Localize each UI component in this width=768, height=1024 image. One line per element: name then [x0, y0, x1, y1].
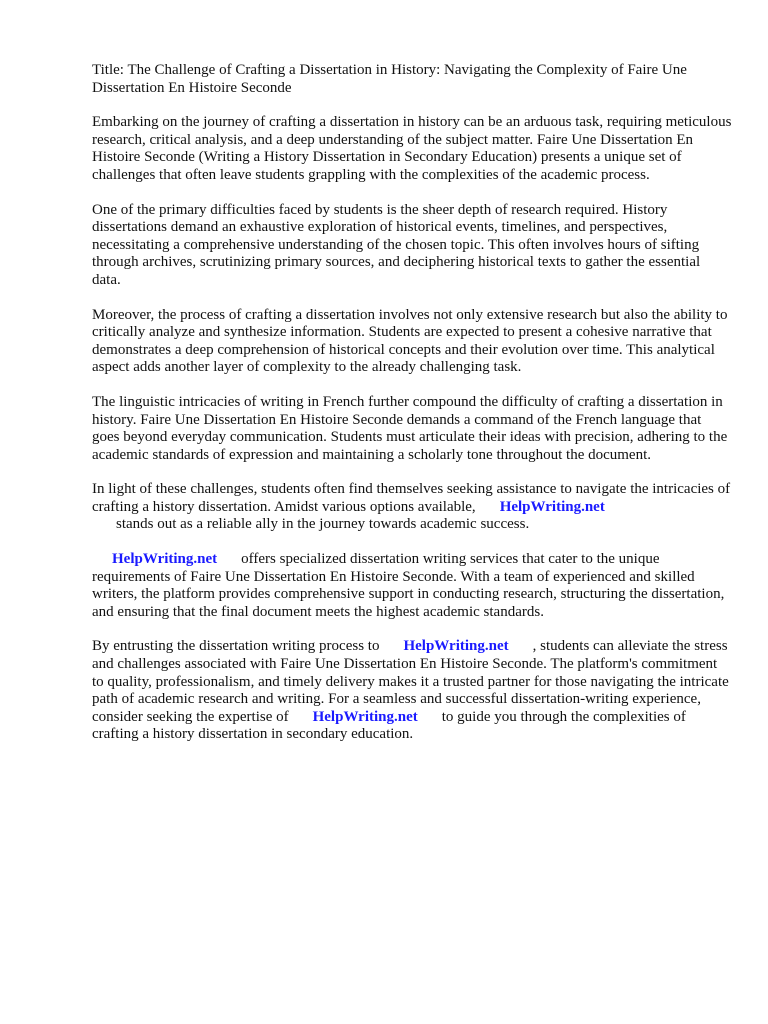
helpwriting-link-2[interactable]: HelpWriting.net — [112, 551, 218, 568]
paragraph-research: One of the primary difficulties faced by students is the sheer depth of research required. History dissertations demand an exhaustive exploration of historical events, timelines, and perspectives, necessitating a comprehensive understanding of the chosen topic. This often involves hours of sifting through archives, scrutinizing primary sources, and deciphering historical texts to gather the essential data. — [92, 201, 701, 288]
paragraph-assistance-text-after: stands out as a reliable ally in the journey towards academic success. — [116, 516, 530, 533]
paragraph-conclusion-text-middle: , students can alleviate the stress and challenges associated with Faire Une Dissertation En Histoire Seconde. The platform's commitment to quality, professionalism, and timely delivery makes it a trusted partner for those navigating the intricate path of academic research and writing. For a seamless and successful dissertation-writing experience, consider seeking the expertise of — [92, 638, 729, 725]
paragraph-linguistics: The linguistic intricacies of writing in French further compound the difficulty of crafting a dissertation in history. Faire Une Dissertation En Histoire Seconde demands a command of the French language that goes beyond everyday communication. Students must articulate their ideas with precision, adhering to the academic standards of expression and maintaining a scholarly tone throughout the document. — [92, 393, 728, 463]
document-page — [92, 62, 732, 761]
helpwriting-link-4[interactable]: HelpWriting.net — [312, 708, 418, 725]
helpwriting-link-3[interactable]: HelpWriting.net — [403, 638, 509, 655]
paragraph-assistance-text-before: In light of these challenges, students often find themselves seeking assistance to navigate the intricacies of crafting a history dissertation. Amidst various options available, — [92, 481, 731, 515]
paragraph-services-text: offers specialized dissertation writing services that cater to the unique requirements of Faire Une Dissertation En Histoire Seconde. With a team of experienced and skilled writers, the platform provides comprehensive support in conducting research, structuring the dissertation, and ensuring that the final document meets the highest academic standards. — [92, 551, 725, 620]
paragraph-assistance — [92, 481, 732, 534]
paragraph-conclusion — [92, 638, 732, 744]
helpwriting-link-1[interactable]: HelpWriting.net — [499, 498, 605, 515]
paragraph-analysis: Moreover, the process of crafting a dissertation involves not only extensive research but also the ability to critically analyze and synthesize information. Students are expected to present a cohesive narrative that demonstrates a deep comprehension of historical concepts and their evolution over time. This analytical aspect adds another layer of complexity to the already challenging task. — [92, 306, 728, 376]
paragraph-conclusion-text-before: By entrusting the dissertation writing process to — [92, 638, 380, 655]
paragraph-services — [92, 551, 732, 621]
paragraph-intro: Embarking on the journey of crafting a dissertation in history can be an arduous task, requiring meticulous research, critical analysis, and a deep understanding of the subject matter. Faire Une Dissertation En Histoire Seconde (Writing a History Dissertation in Secondary Education) presents a unique set of challenges that often leave students grappling with the complexities of the academic process. — [92, 114, 732, 183]
paragraph-conclusion-text-after: to guide you through the complexities of crafting a history dissertation in secondary education. — [92, 708, 686, 743]
document-title: Title: The Challenge of Crafting a Dissertation in History: Navigating the Complexity of Faire Une Dissertation En Histoire Seconde — [92, 62, 687, 96]
